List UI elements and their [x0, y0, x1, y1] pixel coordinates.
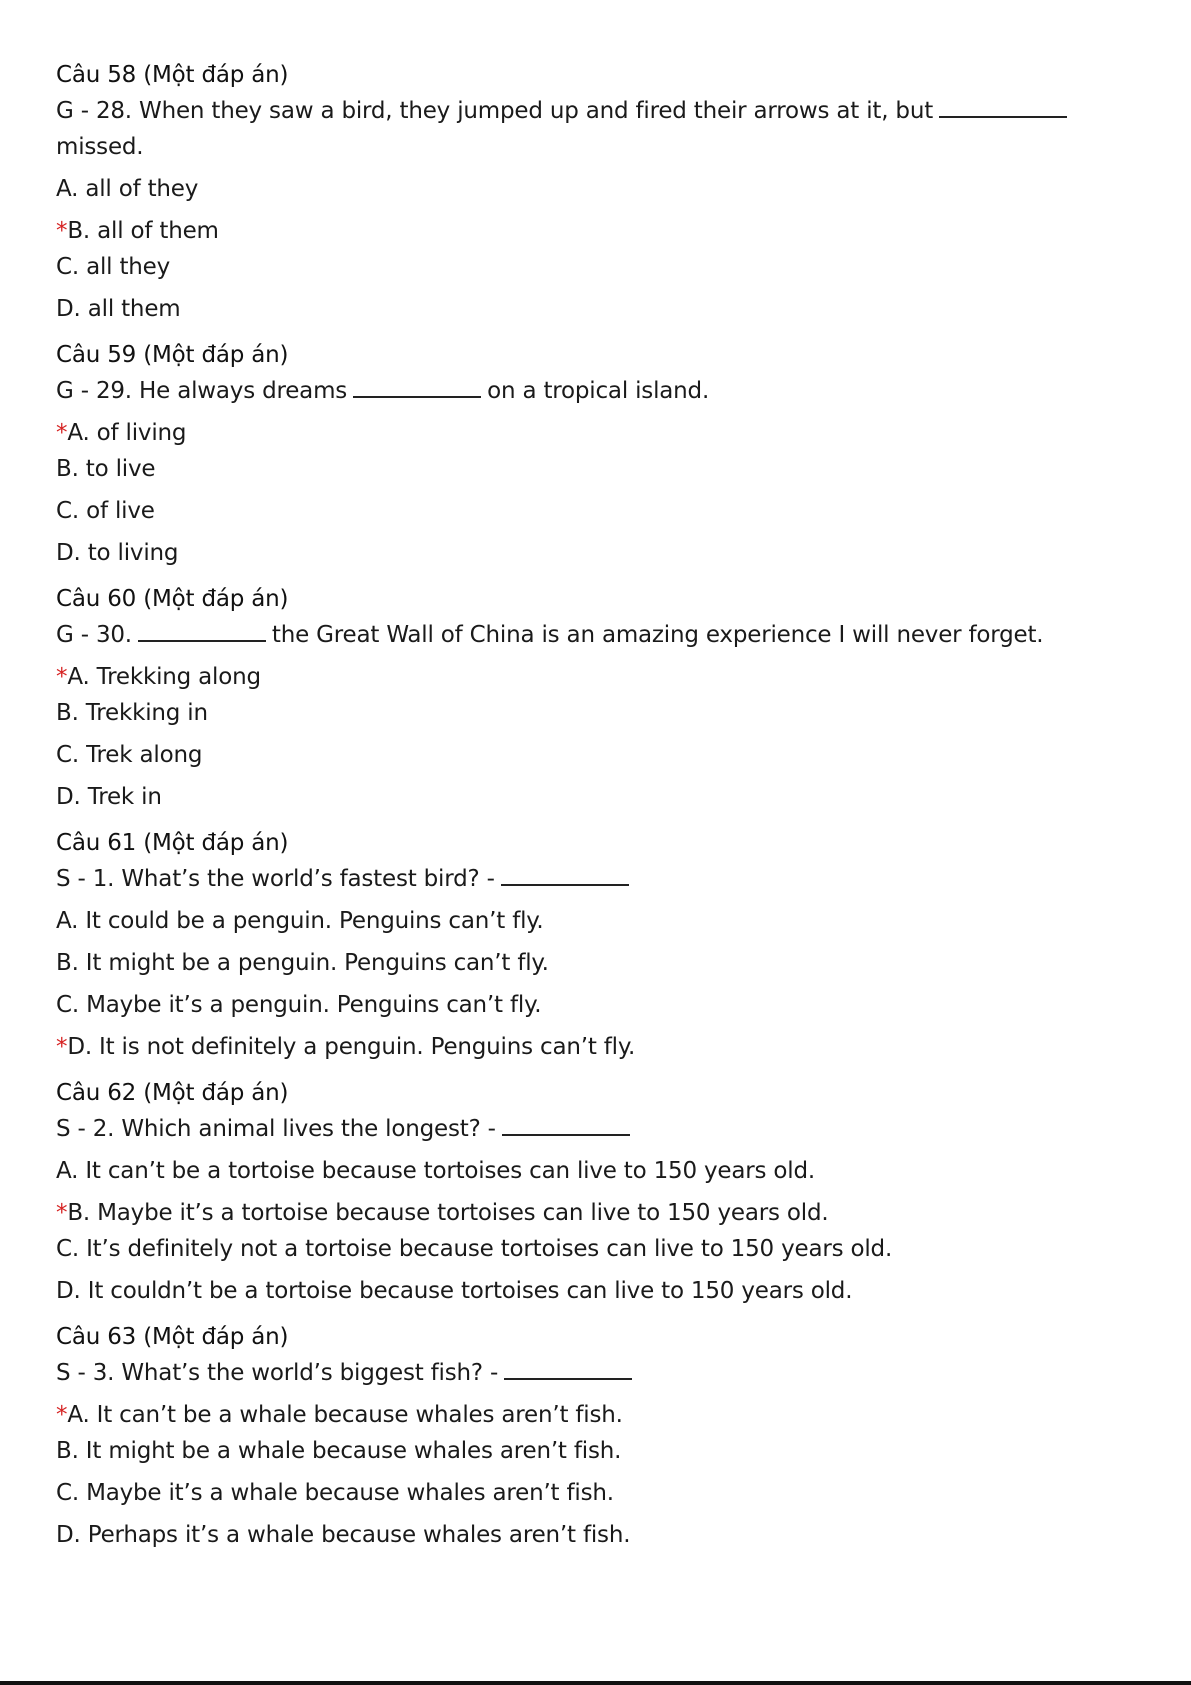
option-text: D. Perhaps it’s a whale because whales aren’t fish.: [56, 1522, 631, 1548]
option-d: [56, 535, 1156, 571]
option-b: [56, 1433, 1156, 1469]
option-text: A. It can’t be a tortoise because tortoises can live to 150 years old.: [56, 1158, 815, 1184]
question-title: Câu 61 (Một đáp án): [56, 830, 289, 856]
option-d: [56, 291, 1156, 327]
stem-text: S - 3. What’s the world’s biggest fish? -: [56, 1360, 499, 1386]
option-c: [56, 1475, 1156, 1511]
question-title: Câu 58 (Một đáp án): [56, 62, 289, 88]
option-text: C. Maybe it’s a whale because whales aren’t fish.: [56, 1480, 614, 1506]
option-c: [56, 737, 1156, 773]
stem-text: S - 1. What’s the world’s fastest bird? -: [56, 866, 495, 892]
correct-marker: *: [56, 218, 68, 244]
correct-marker: *: [56, 664, 68, 690]
stem-text: G - 30.: [56, 622, 132, 648]
option-c: [56, 1231, 1156, 1267]
option-b: [56, 451, 1156, 487]
question-59: [56, 337, 1156, 571]
question-61: [56, 825, 1156, 1065]
option-a: [56, 659, 1156, 695]
option-text: B. to live: [56, 456, 156, 482]
question-stem: [56, 93, 1156, 165]
question-stem: [56, 1111, 1156, 1147]
option-text: C. all they: [56, 254, 171, 280]
question-63: [56, 1319, 1156, 1553]
stem-text-continued: on a tropical island.: [487, 378, 710, 404]
question-62: [56, 1075, 1156, 1309]
option-d: [56, 1029, 1156, 1065]
option-text: C. Maybe it’s a penguin. Penguins can’t fly.: [56, 992, 542, 1018]
question-title: Câu 59 (Một đáp án): [56, 342, 289, 368]
question-stem: [56, 373, 1156, 409]
option-text: A. all of they: [56, 176, 199, 202]
answer-blank: [504, 1377, 632, 1380]
option-text: B. Maybe it’s a tortoise because tortoises can live to 150 years old.: [67, 1200, 829, 1226]
document-page: [56, 57, 1156, 1563]
correct-marker: *: [56, 1402, 68, 1428]
page-bottom-border: [0, 1681, 1191, 1685]
option-text: D. Trek in: [56, 784, 162, 810]
stem-text: G - 28. When they saw a bird, they jumped up and fired their arrows at it, but: [56, 98, 934, 124]
option-text: B. all of them: [67, 218, 219, 244]
question-60: [56, 581, 1156, 815]
question-stem: [56, 1355, 1156, 1391]
option-text: D. It couldn’t be a tortoise because tortoises can live to 150 years old.: [56, 1278, 853, 1304]
option-text: C. of live: [56, 498, 155, 524]
option-c: [56, 249, 1156, 285]
option-text: B. It might be a penguin. Penguins can’t fly.: [56, 950, 549, 976]
option-text: A. Trekking along: [67, 664, 261, 690]
correct-marker: *: [56, 1200, 68, 1226]
option-d: [56, 1273, 1156, 1309]
option-d: [56, 1517, 1156, 1553]
option-c: [56, 987, 1156, 1023]
option-text: B. It might be a whale because whales aren’t fish.: [56, 1438, 622, 1464]
option-text: C. Trek along: [56, 742, 203, 768]
answer-blank: [501, 883, 629, 886]
answer-blank: [502, 1133, 630, 1136]
answer-blank: [353, 395, 481, 398]
question-title: Câu 60 (Một đáp án): [56, 586, 289, 612]
option-text: A. It could be a penguin. Penguins can’t fly.: [56, 908, 544, 934]
question-stem: [56, 617, 1156, 653]
question-title: Câu 63 (Một đáp án): [56, 1324, 289, 1350]
stem-text-continued: missed.: [56, 134, 144, 160]
question-58: [56, 57, 1156, 327]
option-text: D. to living: [56, 540, 179, 566]
option-a: [56, 1153, 1156, 1189]
option-d: [56, 779, 1156, 815]
option-b: [56, 945, 1156, 981]
question-stem: [56, 861, 1156, 897]
option-text: D. all them: [56, 296, 181, 322]
option-text: C. It’s definitely not a tortoise because tortoises can live to 150 years old.: [56, 1236, 893, 1262]
correct-marker: *: [56, 1034, 68, 1060]
answer-blank: [939, 115, 1067, 118]
option-text: A. It can’t be a whale because whales aren’t fish.: [67, 1402, 623, 1428]
stem-text: G - 29. He always dreams: [56, 378, 348, 404]
option-a: [56, 415, 1156, 451]
answer-blank: [138, 639, 266, 642]
correct-marker: *: [56, 420, 68, 446]
option-a: [56, 171, 1156, 207]
option-b: [56, 695, 1156, 731]
option-a: [56, 903, 1156, 939]
option-c: [56, 493, 1156, 529]
option-b: [56, 1195, 1156, 1231]
stem-text: S - 2. Which animal lives the longest? -: [56, 1116, 496, 1142]
question-title: Câu 62 (Một đáp án): [56, 1080, 289, 1106]
option-text: B. Trekking in: [56, 700, 208, 726]
option-text: A. of living: [67, 420, 187, 446]
option-a: [56, 1397, 1156, 1433]
option-b: [56, 213, 1156, 249]
stem-text-continued: the Great Wall of China is an amazing experience I will never forget.: [271, 622, 1044, 648]
option-text: D. It is not definitely a penguin. Penguins can’t fly.: [67, 1034, 636, 1060]
